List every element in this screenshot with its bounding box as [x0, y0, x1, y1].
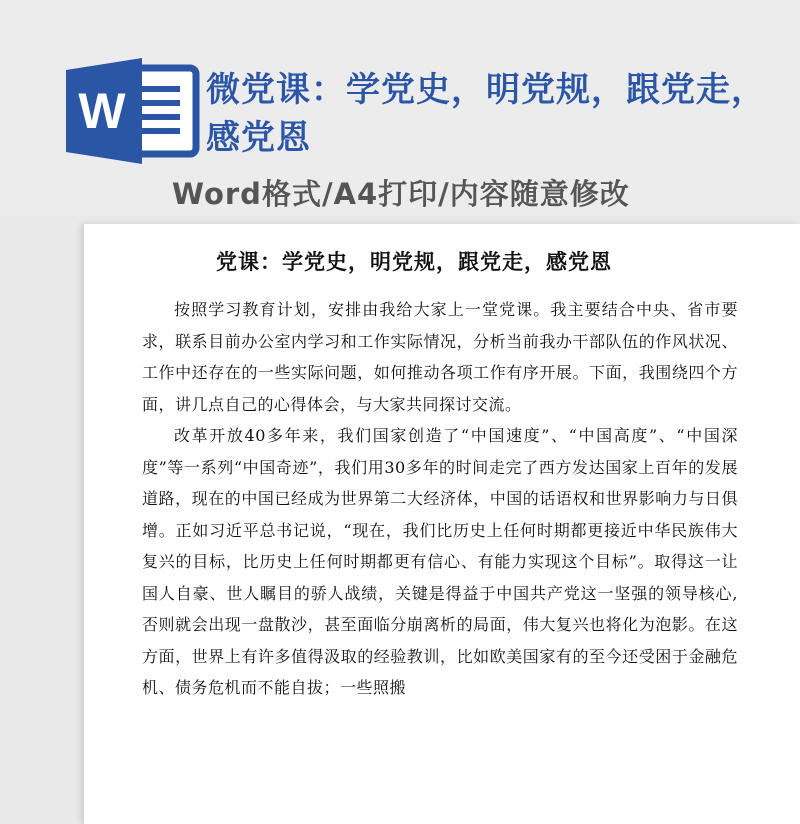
banner	[0, 0, 800, 215]
document-body	[142, 294, 738, 704]
banner-title: 微党课：学党史，明党规，跟党走，感党恩	[206, 70, 766, 158]
document-page	[84, 224, 800, 824]
word-logo-letter: W	[78, 83, 126, 139]
document-paragraph: 改革开放40多年来，我们国家创造了“中国速度”、“中国高度”、“中国深度”等一系列“中国奇迹”，我们用30多年的时间走完了西方发达国家上百年的发展道路，现在的中国已经成为世界第二大经济体，中国的话语权和世界影响力与日俱增。正如习近平总书记说，“现在，我们比历史上任何时期都更接近中华民族伟大复兴的目标，比历史上任何时期都更有信心、有能力实现这个目标”。取得这一让国人自豪、世人瞩目的骄人战绩，关键是得益于中国共产党这一坚强的领导核心,否则就会出现一盘散沙，甚至面临分崩离析的局面，伟大复兴也将化为泡影。在这方面，世界上有许多值得汲取的经验教训，比如欧美国家有的至今还受困于金融危机、债务危机而不能自拔；一些照搬	[142, 426, 738, 697]
document-title: 党课：学党史，明党规，跟党走，感党恩	[216, 249, 612, 274]
word-icon	[66, 58, 204, 164]
banner-subtitle: Word格式/A4打印/内容随意修改	[172, 177, 630, 211]
document-paragraph: 按照学习教育计划，安排由我给大家上一堂党课。我主要结合中央、省市要求，联系目前办公室内学习和工作实际情况，分析当前我办干部队伍的作风状况、工作中还存在的一些实际问题，如何推动各项工作有序开展。下面，我围绕四个方面，讲几点自己的心得体会，与大家共同探讨交流。	[142, 300, 738, 414]
